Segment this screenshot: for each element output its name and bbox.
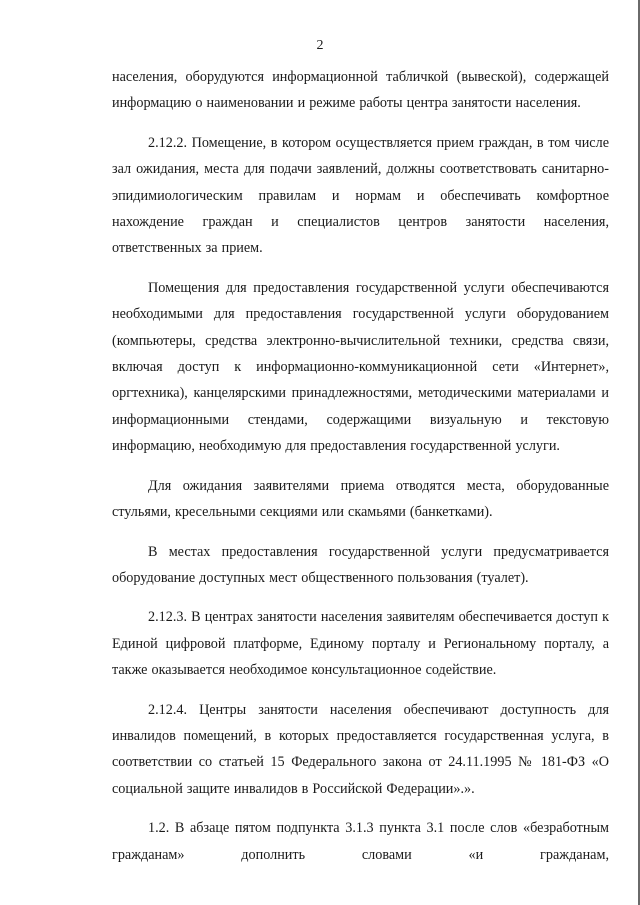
paragraph-6: 2.12.3. В центрах занятости населения заявителям обеспечивается доступ к Единой цифровой платформе, Единому порталу и Региональному порталу, а также оказывается необходимое консультационное содействие. <box>112 609 609 679</box>
paragraph-2: 2.12.2. Помещение, в котором осуществляется прием граждан, в том числе зал ожидания, места для подачи заявлений, должны соответствовать санитарно-эпидимиологическим правилам и нормам и обеспечивать комфортное нахождение граждан и специалистов центров занятости населения, ответственных за прием. <box>112 134 609 257</box>
paragraph-5: В местах предоставления государственной услуги предусматривается оборудование доступных мест общественного пользования (туалет). <box>112 543 609 586</box>
paragraph-1: населения, оборудуются информационной табличкой (вывеской), содержащей информацию о наименовании и режиме работы центра занятости населения. <box>112 69 609 112</box>
paragraph-8: 1.2. В абзаце пятом подпункта 3.1.3 пункта 3.1 после слов «безработным гражданам» дополнить словами «и гражданам, <box>112 820 609 863</box>
paragraph-4: Для ожидания заявителями приема отводятся места, оборудованные стульями, кресельными секциями или скамьями (банкетками). <box>112 477 609 521</box>
document-body <box>112 64 609 868</box>
page-number: 2 <box>316 38 324 53</box>
paragraph-7: 2.12.4. Центры занятости населения обеспечивают доступность для инвалидов помещений, в которых предоставляется государственная услуга, в соответствии со статьей 15 Федерального закона от 24.11.1995 № 181-ФЗ «О социальной защите инвалидов в Российской Федерации».». <box>112 701 609 797</box>
paragraph-3: Помещения для предоставления государственной услуги обеспечиваются необходимыми для предоставления государственной услуги оборудованием (компьютеры, средства электронно-вычислительной техники, средства связи, включая доступ к информационно-коммуникационной сети «Интернет», оргтехника), канцелярскими принадлежностями, методическими материалами и информационными стендами, содержащими визуальную и текстовую информацию, необходимую для предоставления государственной услуги. <box>112 279 609 455</box>
